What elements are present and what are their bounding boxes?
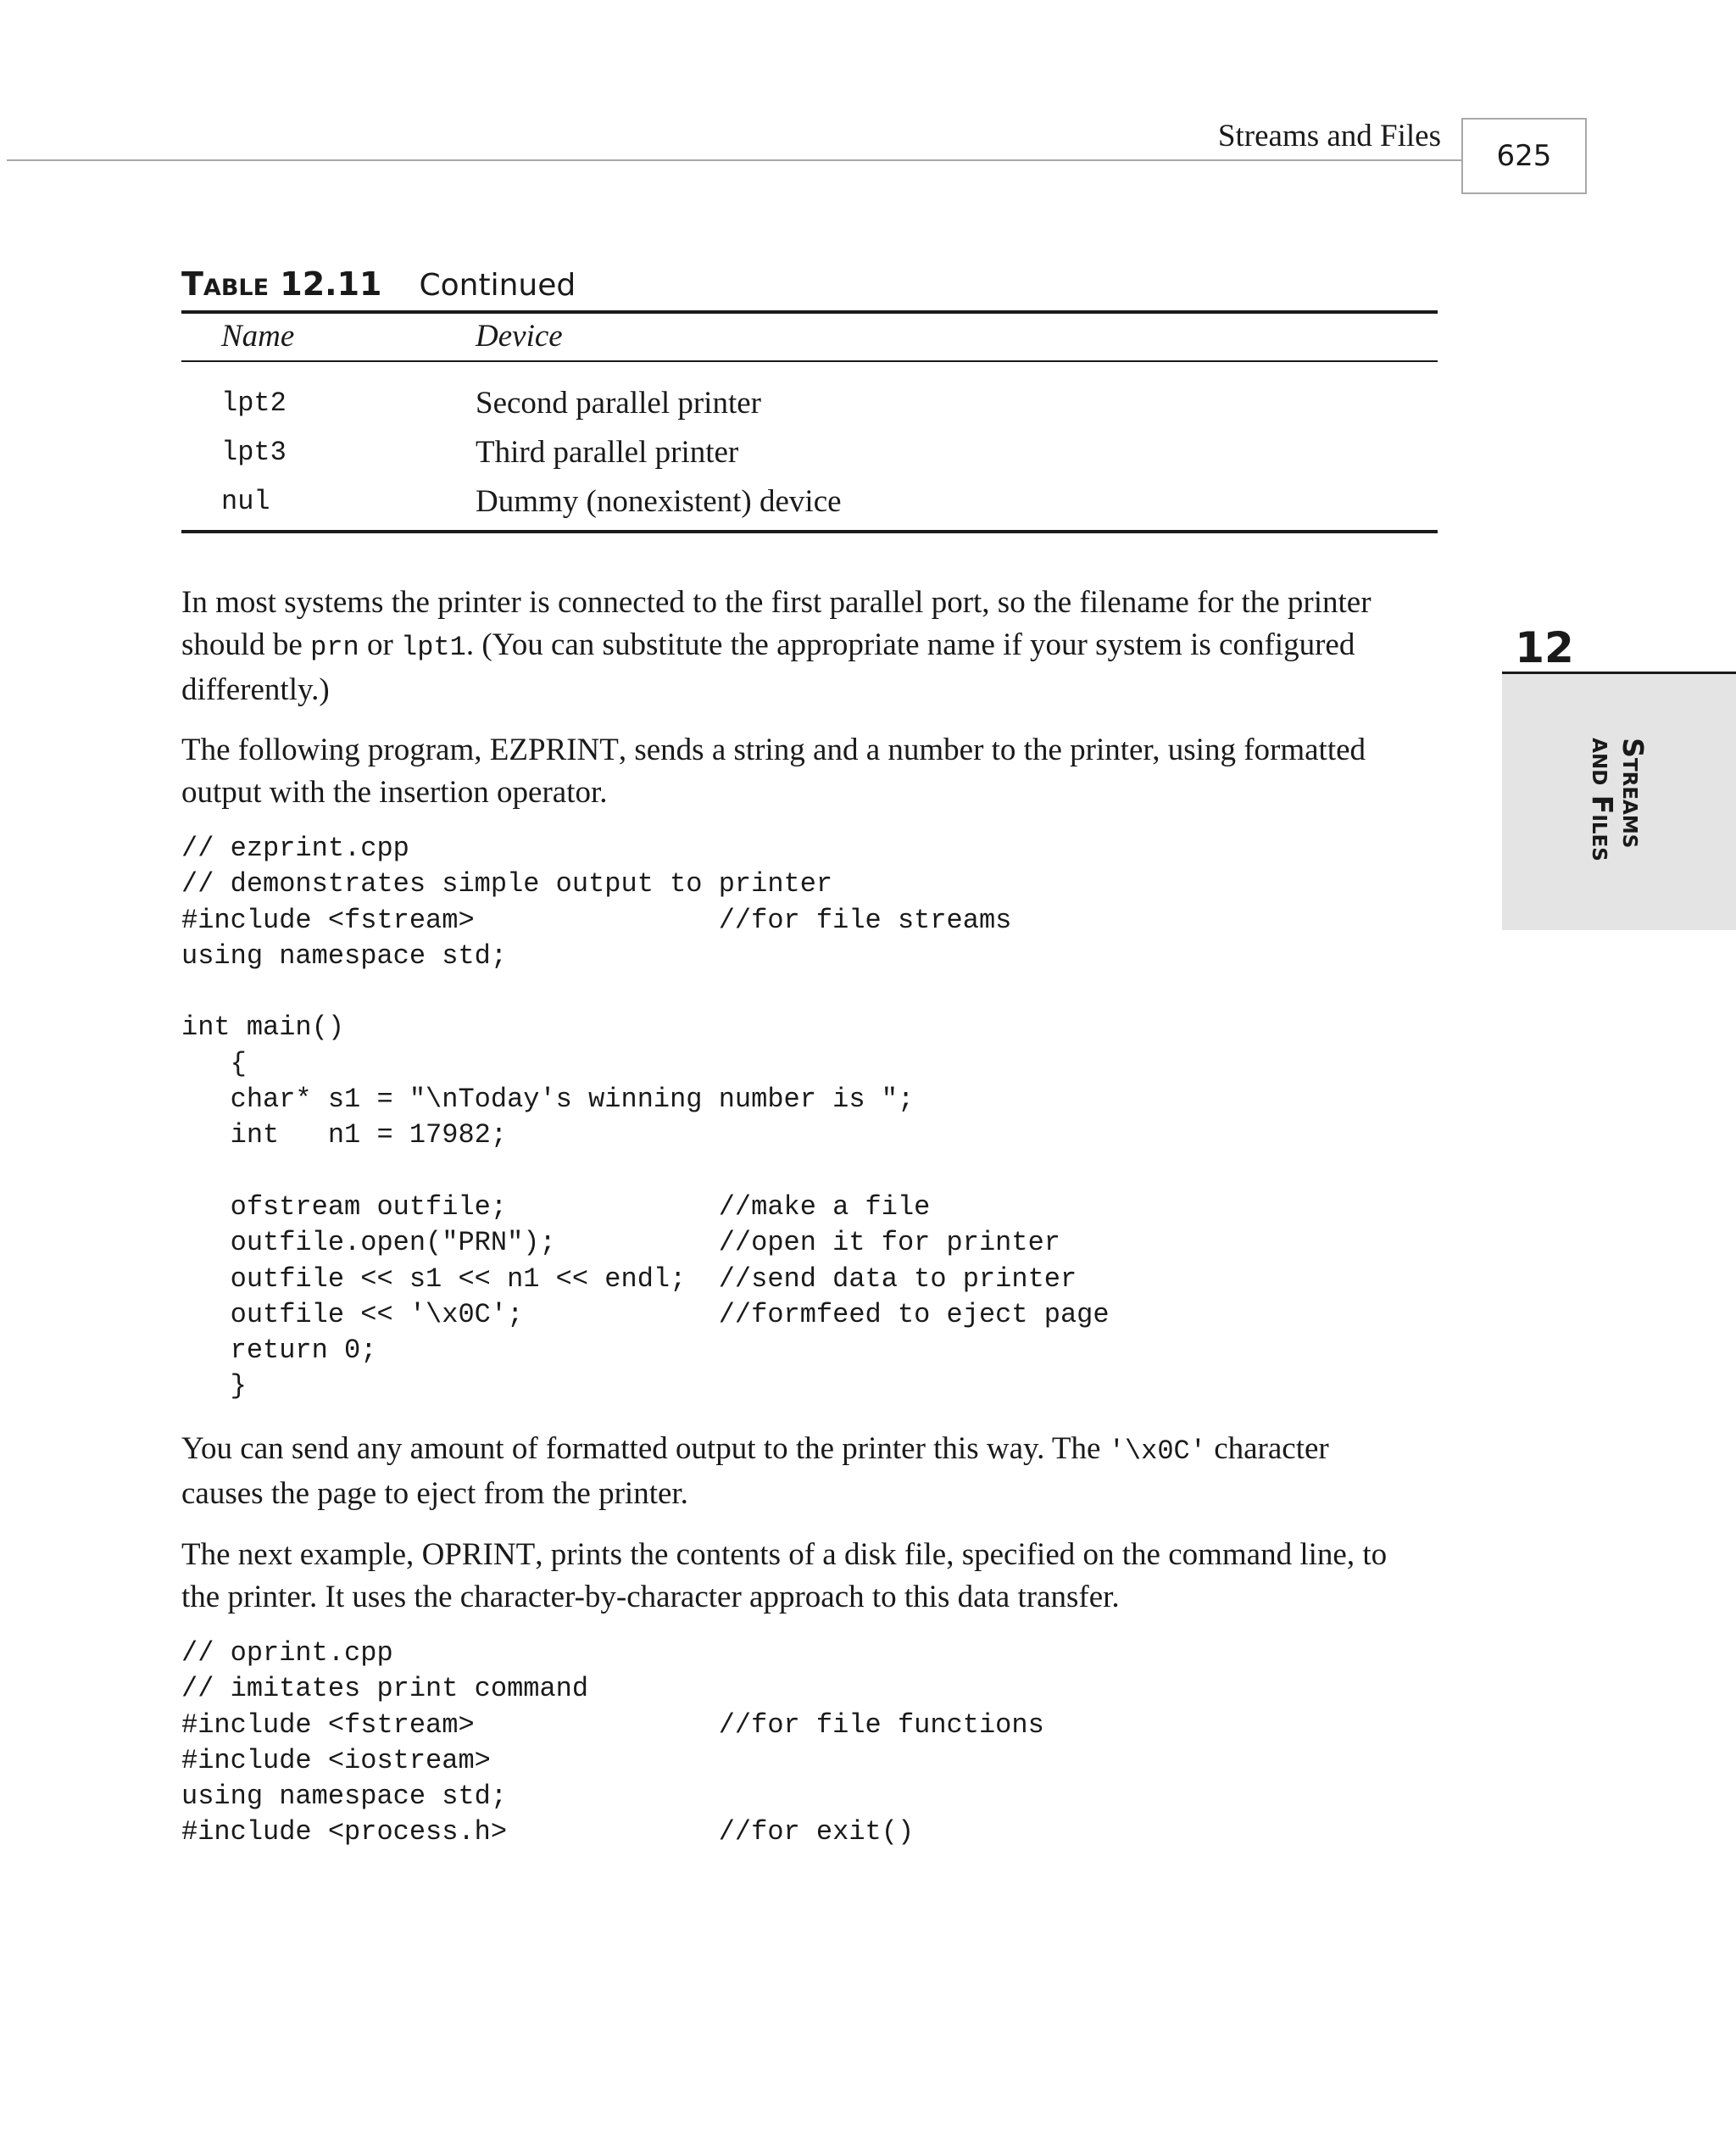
table-row-device: Second parallel printer (476, 386, 761, 421)
code-line: // ezprint.cpp (181, 833, 409, 864)
code-line: #include <iostream> (181, 1744, 491, 1776)
chapter-tab-line-1: Streams (1616, 738, 1650, 849)
paragraph-ezprint-intro (181, 729, 1453, 814)
paragraph-printer-filename (181, 582, 1453, 711)
table-caption-text: Continued (419, 268, 576, 303)
text-line: should be prn or lpt1. (You can substitute the appropriate name if your system is configured (181, 627, 1355, 663)
code-line: int n1 = 17982; (181, 1119, 508, 1151)
code-line: using namespace std; (181, 1781, 508, 1813)
page-number: 625 (1496, 139, 1552, 173)
table-label: Table 12.11 (181, 265, 382, 303)
text-line: the printer. It uses the character-by-character approach to this data transfer. (181, 1580, 1120, 1614)
code-line: int main() (181, 1012, 345, 1044)
page-number-box (1461, 118, 1587, 194)
header-rule (7, 159, 1461, 161)
program-name: EZPRINT (489, 733, 619, 767)
code-line: return 0; (181, 1335, 377, 1367)
text-line: You can send any amount of formatted output to the printer this way. The '\x0C' character (181, 1431, 1329, 1467)
table-row-name: lpt2 (221, 387, 287, 419)
table-row-name: nul (221, 486, 270, 517)
text-line: The next example, OPRINT, prints the contents of a disk file, specified on the command line, to (181, 1537, 1388, 1572)
table-header-name: Name (221, 319, 295, 354)
paragraph-formfeed (181, 1428, 1453, 1515)
inline-code: lpt1 (401, 632, 466, 663)
code-line: using namespace std; (181, 939, 508, 972)
code-line: #include <fstream> //for file functions (181, 1708, 1044, 1741)
table-top-rule (181, 310, 1438, 314)
code-line: char* s1 = "\nToday's winning number is "; (181, 1084, 915, 1116)
text-line: differently.) (181, 672, 330, 707)
running-head: Streams and Files (1217, 119, 1441, 153)
code-line: outfile << s1 << n1 << endl; //send data to printer (181, 1263, 1077, 1295)
program-name: OPRINT (421, 1537, 536, 1572)
code-line: ofstream outfile; //make a file (181, 1190, 931, 1223)
table-header-rule (181, 360, 1438, 362)
code-line: // demonstrates simple output to printer (181, 868, 833, 900)
table-row-device: Third parallel printer (476, 435, 739, 470)
code-line: outfile << '\x0C'; //formfeed to eject page (181, 1298, 1110, 1330)
table-row-name: lpt3 (221, 437, 287, 468)
chapter-tab-line-2: and Files (1586, 738, 1619, 861)
text-line: The following program, EZPRINT, sends a string and a number to the printer, using formatted (181, 733, 1366, 767)
chapter-number: 12 (1515, 623, 1574, 672)
text-line: In most systems the printer is connected to the first parallel port, so the filename for the printer (181, 585, 1372, 620)
code-line: { (181, 1047, 247, 1079)
paragraph-oprint-intro (181, 1534, 1453, 1619)
table-bottom-rule (181, 530, 1438, 533)
code-listing-ezprint (181, 831, 1110, 1405)
code-line: outfile.open("PRN"); //open it for printer (181, 1227, 1060, 1259)
inline-code: '\x0C' (1108, 1435, 1206, 1467)
text-line: causes the page to eject from the printer. (181, 1476, 688, 1511)
code-line: #include <fstream> //for file streams (181, 904, 1012, 936)
inline-code: prn (310, 632, 359, 663)
code-listing-oprint (181, 1636, 1044, 1851)
table-caption (181, 263, 576, 307)
table-row-device: Dummy (nonexistent) device (476, 484, 842, 519)
code-line: #include <process.h> //for exit() (181, 1816, 915, 1848)
text-line: output with the insertion operator. (181, 775, 608, 810)
table-header-device: Device (476, 319, 563, 354)
code-line: // oprint.cpp (181, 1637, 393, 1669)
code-line: // imitates print command (181, 1673, 589, 1705)
chapter-tab-title (1533, 736, 1702, 863)
code-line: } (181, 1370, 247, 1402)
